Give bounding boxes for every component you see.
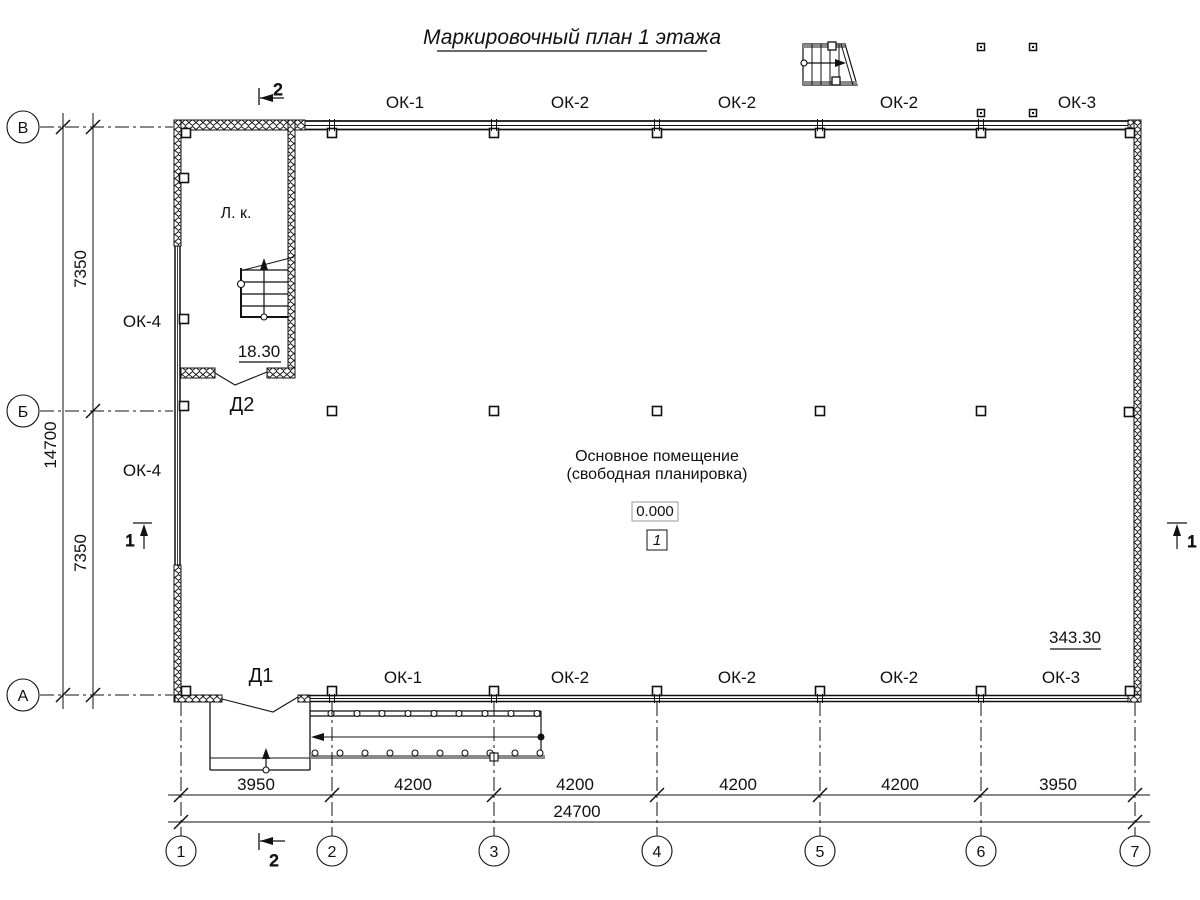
window-label-bottom-0: ОК-1 [383, 668, 423, 687]
axis-col-label-6: 7 [1130, 844, 1140, 861]
door-d1-label: Д1 [248, 665, 274, 687]
column-position-markers [978, 44, 1037, 117]
axis-col-label-5: 6 [976, 844, 986, 861]
dim-left-0: 7350 [71, 250, 90, 288]
wall-stair-east [288, 120, 295, 378]
column-grid-lines [181, 702, 1135, 836]
column-grid-bubbles [166, 836, 1150, 866]
stair-detail-symbol [801, 42, 857, 85]
elevation-mark [632, 502, 678, 521]
stair-flight [238, 257, 295, 320]
axis-col-label-3: 4 [652, 844, 662, 861]
dim-bottom-total: 24700 [553, 802, 601, 821]
window-labels-top [386, 93, 1096, 112]
ramp-rail-posts [312, 711, 543, 762]
wall-right [1134, 120, 1141, 702]
section-marker-2-bottom [259, 833, 285, 870]
axis-col-label-0: 1 [176, 844, 186, 861]
dim-bottom-3: 4200 [719, 775, 757, 794]
window-labels-left [123, 312, 161, 480]
stair-room-area [238, 342, 281, 362]
section-1-right-label: 1 [1187, 532, 1197, 551]
window-band-top [305, 121, 1128, 130]
drawing-title [423, 26, 721, 51]
window-label-top-0: ОК-1 [385, 93, 425, 112]
wall-stair-south-right [267, 368, 295, 378]
page-title: Маркировочный план 1 этажа [422, 26, 722, 49]
dim-bottom-0: 3950 [237, 775, 275, 794]
svg-text:343.30: 343.30 [1049, 628, 1101, 647]
section-marker-2-top [259, 80, 284, 105]
section-marker-1-left [125, 523, 152, 550]
elevation-value: 0.000 [636, 503, 674, 520]
wall-left-lower [174, 565, 181, 702]
wall-bottom-pier [298, 695, 310, 702]
row-axis-bubbles [7, 111, 39, 711]
window-label-bottom-4: ОК-3 [1041, 668, 1081, 687]
wall-stair-south-left [181, 368, 215, 378]
bottom-dimension-lines [168, 788, 1150, 829]
window-label-top-2: ОК-2 [717, 93, 757, 112]
section-2-top-label: 2 [273, 80, 283, 99]
stair-room-label: Л. к. [220, 205, 252, 222]
dim-left-1: 7350 [71, 534, 90, 572]
window-label-left-1: ОК-4 [122, 461, 162, 480]
dim-bottom-4: 4200 [881, 775, 919, 794]
window-label-left-0: ОК-4 [122, 312, 162, 331]
axis-col-label-1: 2 [327, 844, 337, 861]
room-number-box [647, 530, 667, 550]
column-markers [180, 129, 1135, 696]
section-marker-1-right [1167, 523, 1197, 551]
axis-row-label-2: А [17, 688, 29, 705]
wall-top-stair [175, 120, 305, 130]
main-room-name-line1: Основное помещение [575, 448, 739, 465]
dim-bottom-1: 4200 [394, 775, 432, 794]
entrance-ramp [310, 711, 545, 759]
main-room-name-line2: (свободная планировка) [566, 466, 748, 483]
window-label-bottom-2: ОК-2 [717, 668, 757, 687]
row-axis-lines [40, 127, 173, 695]
axis-col-label-4: 5 [815, 844, 825, 861]
axis-col-label-2: 3 [489, 844, 499, 861]
window-label-top-1: ОК-2 [550, 93, 590, 112]
window-band-bottom [310, 696, 1128, 702]
door-d1-swing [222, 697, 298, 712]
section-2-bottom-label: 2 [269, 851, 279, 870]
axis-row-label-1: Б [17, 404, 29, 421]
door-d2-swing [215, 372, 267, 385]
total-area [1049, 628, 1101, 649]
door-d2-label: Д2 [229, 394, 255, 416]
dim-bottom-5: 3950 [1039, 775, 1077, 794]
svg-text:18.30: 18.30 [237, 342, 281, 361]
entrance-porch [210, 702, 310, 773]
window-labels-bottom [384, 668, 1080, 687]
dim-bottom-2: 4200 [556, 775, 594, 794]
axis-row-label-0: В [17, 120, 29, 137]
window-label-top-4: ОК-3 [1057, 93, 1097, 112]
dim-left-total: 14700 [41, 421, 60, 469]
window-label-top-3: ОК-2 [879, 93, 919, 112]
room-number: 1 [652, 532, 662, 549]
window-label-bottom-3: ОК-2 [879, 668, 919, 687]
window-label-bottom-1: ОК-2 [550, 668, 590, 687]
section-1-left-label: 1 [125, 531, 135, 550]
